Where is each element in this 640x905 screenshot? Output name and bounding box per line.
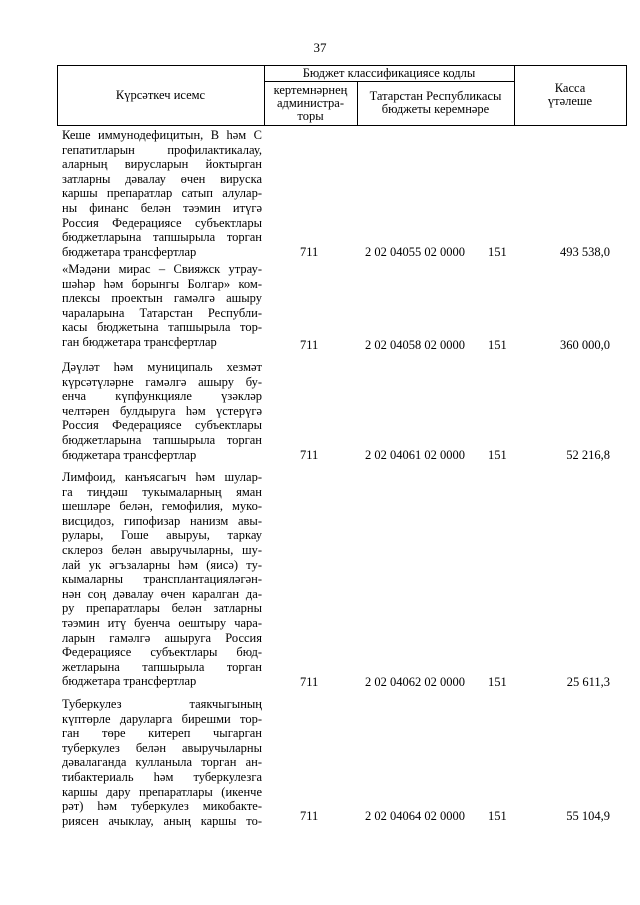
row-description-line: бюджетара трансфертлар <box>62 674 197 689</box>
row-admin-code: 711 <box>300 809 319 823</box>
row-revenue-code: 2 02 04064 02 0000 <box>365 809 465 823</box>
row-description-line: енча күпфункцияле үзәкләр <box>62 389 262 404</box>
row-description-line: бюджетларына тапшырыла торган <box>62 432 262 447</box>
row-type-code: 151 <box>488 338 507 352</box>
row-description-line: жетларына тапшырыла торган <box>62 659 262 674</box>
row-description-line: дәвалаганда кулланыла торган ан- <box>62 755 262 770</box>
row-description-line: Россия Федерациясе субъектлары <box>62 215 262 230</box>
row-description-line: рәт) һәм туберкулез микобакте- <box>62 799 262 814</box>
row-type-code: 151 <box>488 448 507 462</box>
row-description-line: гепатитларын профилактикалау, <box>62 142 262 157</box>
row-description-line: тибактериаль һәм туберкулезга <box>62 769 262 784</box>
row-revenue-code: 2 02 04061 02 0000 <box>365 448 465 462</box>
header-border-right <box>626 65 627 126</box>
row-description-line: ны финанс белән тәэмин итүгә <box>62 200 262 215</box>
row-description-line: Кеше иммунодефицитын, В һәм С <box>62 128 262 142</box>
row-description-line: каршы препаратлар сатып алулар- <box>62 186 262 201</box>
row-admin-code: 711 <box>300 338 319 352</box>
row-description-line: Федерациясе субъектлары бюд- <box>62 645 262 660</box>
row-description-line: ган бюджетара трансфертлар <box>62 334 217 349</box>
row-description-line: риясен ачыклау, аның каршы то- <box>62 813 262 828</box>
row-amount: 55 104,9 <box>566 809 610 823</box>
row-description-line: га тиңдәш тукымаларның яман <box>62 484 262 499</box>
row-description <box>62 697 262 828</box>
row-description-line: «Мәдәни мирас – Свияжск утрау- <box>62 262 262 276</box>
row-description-line: тәэмин итү буенча оештыру чара- <box>62 615 262 630</box>
header-admin-line: администра- <box>276 95 344 110</box>
row-description-line: чараларына Татарстан Республи- <box>62 305 262 320</box>
row-description-line: ган төре китереп чыгарган <box>62 726 262 741</box>
header-admin <box>264 81 357 125</box>
row-description <box>62 360 262 462</box>
header-revenue <box>357 81 514 125</box>
row-description-line: каршы дару препаратлары (икенче <box>62 784 262 799</box>
row-description-line: Лимфоид, канъясагыч һәм шулар- <box>62 470 262 484</box>
row-description-line: күрсәтүләрне гамәлгә ашыру бу- <box>62 374 262 389</box>
row-description-line: шәһәр һәм борынгы Болгар» ком- <box>62 276 262 291</box>
header-admin-line: торы <box>297 108 324 123</box>
row-description <box>62 262 262 350</box>
row-amount: 52 216,8 <box>566 448 610 462</box>
header-revenue-line: Татарстан Республикасы <box>369 89 502 103</box>
row-description-line: шешләре белән, гемофилия, муко- <box>62 499 262 514</box>
row-description-line: бюджетара трансфертлар <box>62 447 197 462</box>
row-amount: 493 538,0 <box>560 245 610 259</box>
row-description-line: күптөрле даруларга бирешми тор- <box>62 711 262 726</box>
row-type-code: 151 <box>488 245 507 259</box>
header-cash <box>514 65 626 125</box>
row-description-line: аларның вирусларын йоктырган <box>62 157 262 172</box>
row-type-code: 151 <box>488 675 507 689</box>
header-border-bottom <box>57 125 627 126</box>
row-description-line: Дәүләт һәм муниципаль хезмәт <box>62 360 262 374</box>
row-description-line: рулары, Гоше авыруы, таркау <box>62 528 262 543</box>
row-description-line: туберкулез белән авыручыларны <box>62 740 262 755</box>
row-description-line: Россия Федерациясе субъектлары <box>62 418 262 433</box>
row-description-line: ру препаратлары белән затларны <box>62 601 262 616</box>
row-description-line: склероз белән авыручыларны, шу- <box>62 542 262 557</box>
row-description-line: ларын гамәлгә ашыруга Россия <box>62 630 262 645</box>
table-header <box>57 65 627 126</box>
row-admin-code: 711 <box>300 245 319 259</box>
header-indicator-name: Күрсәткеч исемс <box>115 87 206 102</box>
row-revenue-code: 2 02 04058 02 0000 <box>365 338 465 352</box>
row-description-line: нән соң дәвалау өчен каралган да- <box>62 586 262 601</box>
row-description-line: Туберкулез таякчыгының <box>62 697 262 711</box>
row-revenue-code: 2 02 04062 02 0000 <box>365 675 465 689</box>
row-description-line: затларны дәвалау өчен вируска <box>62 171 262 186</box>
row-amount: 360 000,0 <box>560 338 610 352</box>
row-description-line: бюджетара трансфертлар <box>62 244 197 259</box>
row-description <box>62 128 262 259</box>
row-amount: 25 611,3 <box>566 675 610 689</box>
row-description-line: плексы проектын гамәлгә ашыру <box>62 291 262 306</box>
row-type-code: 151 <box>488 809 507 823</box>
row-description-line: челтәрен булдыруга һәм үстерүгә <box>62 403 262 418</box>
row-admin-code: 711 <box>300 675 319 689</box>
header-revenue-line: бюджеты керемнәре <box>381 102 490 116</box>
row-description <box>62 470 262 689</box>
row-admin-code: 711 <box>300 448 319 462</box>
header-cash-line: үтәлеше <box>547 94 593 108</box>
row-description-line: висцидоз, гипофизар нанизм авы- <box>62 513 262 528</box>
row-description-line: кымаларны трансплантацияләгән- <box>62 572 262 587</box>
row-description-line: бюджетларына тапшырыла торган <box>62 230 262 245</box>
row-revenue-code: 2 02 04055 02 0000 <box>365 245 465 259</box>
header-admin-line: кертемнәрнең <box>273 82 348 97</box>
row-description-line: лай ук әгъзаларны һәм (яисә) ту- <box>62 557 262 572</box>
page-number: 37 <box>313 40 327 55</box>
row-description-line: касы бюджетына тапшырыла тор- <box>62 320 262 335</box>
header-cash-line: Касса <box>554 81 586 95</box>
header-budget-codes: Бюджет классификациясе кодлы <box>302 65 476 80</box>
